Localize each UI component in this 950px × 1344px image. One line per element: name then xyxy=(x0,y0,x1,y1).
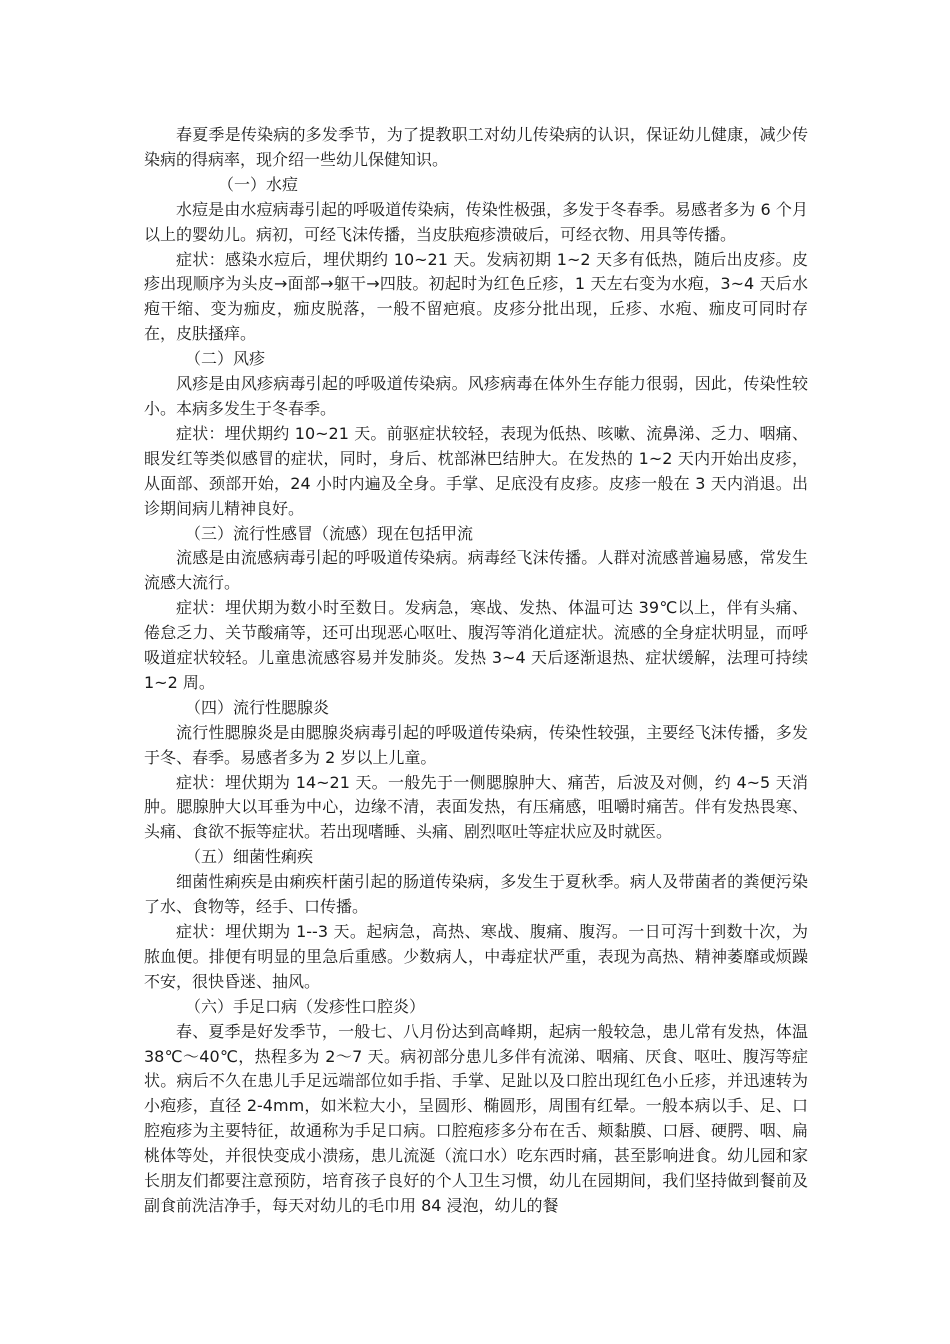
chickenpox-symptoms: 症状：感染水痘后，埋伏期约 10~21 天。发病初期 1~2 天多有低热，随后出皮疹。皮疹出现顺序为头皮→面部→躯干→四肢。初起时为红色丘疹，1 天左右变为水疱，3~4 天后水疱干缩、变为痂皮，痂皮脱落，一般不留疤痕。皮疹分批出现，丘疹、水疱、痂皮可同时存在，皮肤搔痒。 xyxy=(144,249,808,344)
rubella-description: 风疹是由风疹病毒引起的呼吸道传染病。风疹病毒在体外生存能力很弱，因此，传染性较小。本病多发生于冬春季。 xyxy=(144,374,808,418)
mumps-description: 流行性腮腺炎是由腮腺炎病毒引起的呼吸道传染病，传染性较强，主要经飞沫传播，多发于冬、春季。易感者多为 2 岁以上儿童。 xyxy=(144,722,808,767)
chickenpox-description: 水痘是由水痘病毒引起的呼吸道传染病，传染性极强，多发于冬春季。易感者多为 6 个月以上的婴幼儿。病初，可经飞沫传播，当皮肤疱疹溃破后，可经衣物、用具等传播。 xyxy=(144,199,808,244)
section-heading-rubella: （二）风疹 xyxy=(185,349,266,369)
mumps-symptoms: 症状：埋伏期为 14~21 天。一般先于一侧腮腺肿大、痛苦，后波及对侧，约 4~5 天消肿。腮腺肿大以耳垂为中心，边缘不清，表面发热，有压痛感，咀嚼时痛苦。伴有发热畏寒、头痛、食欲不振等症状。若出现嗜睡、头痛、剧烈呕吐等症状应及时就医。 xyxy=(144,772,808,842)
rubella-symptoms: 症状：埋伏期约 10~21 天。前驱症状较轻，表现为低热、咳嗽、流鼻涕、乏力、咽痛、眼发红等类似感冒的症状，同时，身后、枕部淋巴结肿大。在发热的 1~2 天内开始出皮疹，从面部、颈部开始，24 小时内遍及全身。手掌、足底没有皮疹。皮疹一般在 3 天内消退。出诊期间病儿精神良好。 xyxy=(144,423,808,518)
section-heading-influenza: （三）流行性感冒（流感）现在包括甲流 xyxy=(185,523,474,543)
document-body xyxy=(144,123,808,1219)
section-heading-hfmd: （六）手足口病（发疹性口腔炎） xyxy=(185,996,426,1016)
influenza-symptoms: 症状：埋伏期为数小时至数日。发病急，寒战、发热、体温可达 39℃以上，伴有头痛、倦怠乏力、关节酸痛等，还可出现恶心呕吐、腹泻等消化道症状。流感的全身症状明显，而呼吸道症状较轻。儿童患流感容易并发肺炎。发热 3~4 天后逐渐退热、症状缓解，法理可持续 1~2 周。 xyxy=(144,598,808,692)
dysentery-description: 细菌性痢疾是由痢疾杆菌引起的肠道传染病，多发生于夏秋季。病人及带菌者的粪便污染了水、食物等，经手、口传播。 xyxy=(144,872,808,917)
section-heading-mumps: （四）流行性腮腺炎 xyxy=(185,697,330,717)
dysentery-symptoms: 症状：埋伏期为 1--3 天。起病急，高热、寒战、腹痛、腹泻。一日可泻十到数十次，为脓血便。排便有明显的里急后重感。少数病人，中毒症状严重，表现为高热、精神萎靡或烦躁不安，很快昏迷、抽风。 xyxy=(144,922,808,991)
section-heading-chickenpox: （一）水痘 xyxy=(218,174,299,194)
section-heading-dysentery: （五）细菌性痢疾 xyxy=(185,847,314,867)
hfmd-description: 春、夏季是好发季节，一般七、八月份达到高峰期，起病一般较急，患儿常有发热，体温 38℃～40℃，热程多为 2～7 天。病初部分患儿多伴有流涕、咽痛、厌食、呕吐、腹泻等症状。病后不久在患儿手足远端部位如手指、手掌、足趾以及口腔出现红色小丘疹，并迅速转为小疱疹，直径 2-4mm，如米粒大小，呈圆形、椭圆形，周围有红晕。一般本病以手、足、口腔疱疹为主要特征，故通称为手足口病。口腔疱疹多分布在舌、颊黏膜、口唇、硬腭、咽、扁桃体等处，并很快变成小溃疡，患儿流涎（流口水）吃东西时痛，甚至影响进食。幼儿园和家长朋友们都要注意预防，培育孩子良好的个人卫生习惯，幼儿在园期间，我们坚持做到餐前及副食前洗洁净手，每天对幼儿的毛巾用 84 浸泡，幼儿的餐 xyxy=(144,1021,808,1215)
intro-paragraph: 春夏季是传染病的多发季节，为了提教职工对幼儿传染病的认识，保证幼儿健康，减少传染病的得病率，现介绍一些幼儿保健知识。 xyxy=(144,125,808,169)
influenza-description: 流感是由流感病毒引起的呼吸道传染病。病毒经飞沫传播。人群对流感普遍易感，常发生流感大流行。 xyxy=(144,548,808,593)
